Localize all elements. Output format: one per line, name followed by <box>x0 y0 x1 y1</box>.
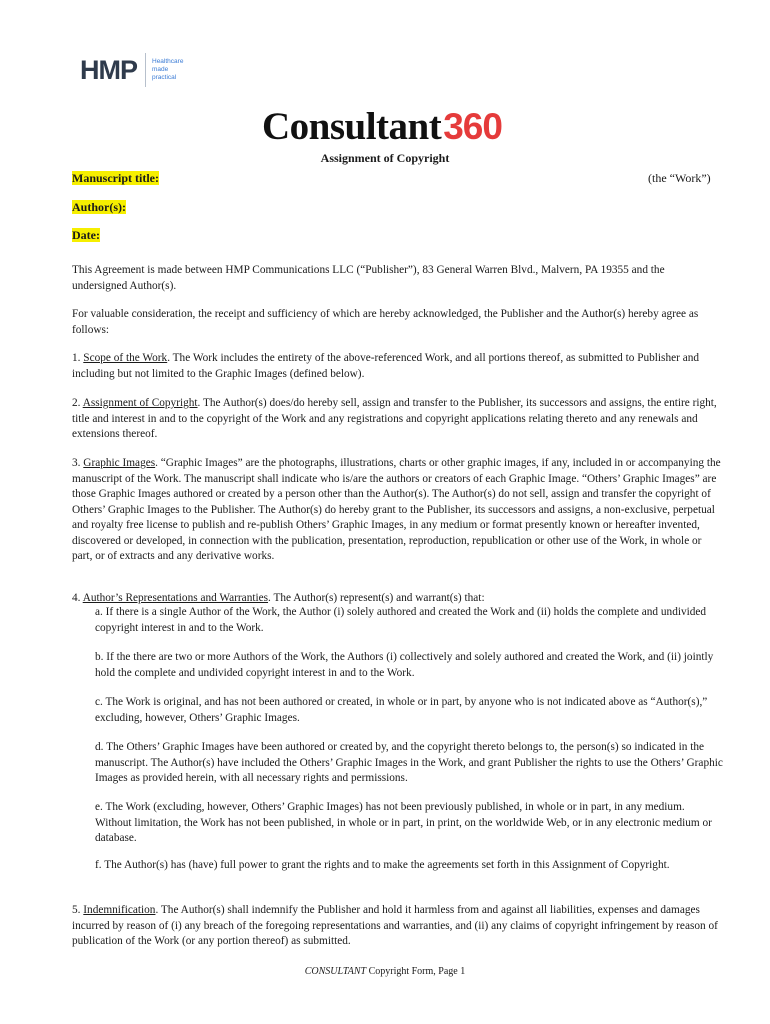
section-4-number: 4. <box>72 592 83 604</box>
section-2-text: . The Author(s) does/do hereby sell, assign and transfer to the Publisher, its successors and assigns, the entire right, title and interest in and to the copyright of the Work and any registrations and copyright applications relating thereto and any renewals and extensions thereof. <box>72 397 717 440</box>
section-4e: e. The Work (excluding, however, Others’ Graphic Images) has not been previously published, in whole or in part, in any medium. Without limitation, the Work has not been published, in whole or in part, in print, on the worldwide Web, or in any electronic medium or database. <box>95 801 712 844</box>
footer-italic: CONSULTANT <box>304 966 367 977</box>
manuscript-title-label: Manuscript title: <box>72 171 159 185</box>
section-2-heading: Assignment of Copyright <box>82 397 198 409</box>
document-title: Assignment of Copyright <box>320 151 450 165</box>
section-5-heading: Indemnification <box>83 904 156 916</box>
section-2-number: 2. <box>72 397 83 409</box>
section-4f: f. The Author(s) has (have) full power to grant the rights and to make the agreements set forth in this Assignment of Copyright. <box>95 859 670 871</box>
section-1-number: 1. <box>72 352 84 364</box>
section-3-text: . “Graphic Images” are the photographs, illustrations, charts or other graphic images, if any, included in or accompanying the manuscript of the Work. The manuscript shall indicate who is/are the authors or creators of each Graphic Image. “Others’ Graphic Images” are those Graphic Images authored or created by a person other than the Author(s). The Author(s) do not sell, assign and transfer the copyright of Others’ Graphic Images to the Publisher. The Author(s) do hereby grant to the Publisher, its successors and assigns, a non-exclusive, perpetual and royalty free license to publish and re-publish Others’ Graphic Images, in any medium or format presently known or hereafter invented, discovered or developed, in connection with the publication, presentation, reproduction, republication or other use of the Work, in whole or part, or of extracts and any derivative works. <box>72 457 721 562</box>
the-work-label: (the “Work”) <box>648 171 711 185</box>
section-4-text: . The Author(s) represent(s) and warrant(s) that: <box>268 592 485 604</box>
logo-divider <box>145 53 146 87</box>
hmp-logo <box>80 52 192 88</box>
section-1 <box>72 351 722 382</box>
section-3 <box>72 456 722 565</box>
hmp-tagline: Healthcare made practical <box>152 58 184 81</box>
footer-text: Copyright Form, Page 1 <box>366 966 466 977</box>
section-5-number: 5. <box>72 904 84 916</box>
brand-number: 360 <box>443 106 502 147</box>
manuscript-title-field <box>72 171 159 186</box>
brand-word: Consultant <box>262 105 442 148</box>
intro-paragraph-2: For valuable consideration, the receipt and sufficiency of which are hereby acknowledged, the Publisher and the Author(s) hereby agree as follows: <box>72 308 699 336</box>
section-4d: d. The Others’ Graphic Images have been authored or created by, and the copyright thereto belongs to, the person(s) so indicated in the manuscript. The Author(s) have included the Others’ Graphic Images in the Work, and grant Publisher the rights to use the Others’ Graphic Images as provided herein, with all necessary rights and permissions. <box>95 741 723 784</box>
page-footer <box>0 966 770 977</box>
authors-label: Author(s): <box>72 200 126 214</box>
section-4a: a. If there is a single Author of the Work, the Author (i) solely authored and created the Work and (ii) holds the complete and undivided copyright interest in and to the Work. <box>95 606 707 634</box>
date-label: Date: <box>72 228 100 242</box>
section-5-text: . The Author(s) shall indemnify the Publisher and hold it harmless from and against all liabilities, expenses and damages incurred by reason of (i) any breach of the foregoing representations and warranties, and (ii) any claims of copyright infringement by reason of publication of the Work (or any portion thereof) as submitted. <box>72 904 718 947</box>
section-1-text: . The Work includes the entirety of the above-referenced Work, and all portions thereof, as submitted to Publisher and including but not limited to the Graphic Images (defined below). <box>72 352 700 380</box>
section-4c: c. The Work is original, and has not been authored or created, in whole or in part, by anyone who is not indicated above as “Author(s),” excluding, however, Others’ Graphic Images. <box>95 696 708 724</box>
consultant360-logo <box>262 104 502 150</box>
section-3-number: 3. <box>72 457 84 469</box>
section-4-heading: Author’s Representations and Warranties <box>82 592 269 604</box>
authors-field <box>72 200 126 215</box>
section-1-heading: Scope of the Work <box>83 352 168 364</box>
section-3-heading: Graphic Images <box>83 457 156 469</box>
date-field <box>72 228 100 243</box>
section-2 <box>72 396 722 443</box>
section-5 <box>72 903 722 950</box>
intro-paragraph-1: This Agreement is made between HMP Communications LLC (“Publisher”), 83 General Warren Blvd., Malvern, PA 19355 and the undersigned Author(s). <box>72 264 665 292</box>
section-4b: b. If the there are two or more Authors of the Work, the Authors (i) collectively and solely authored and created the Work, and (ii) jointly hold the complete and undivided copyright interest in and to the Work. <box>95 651 714 679</box>
hmp-wordmark: HMP <box>80 54 137 85</box>
